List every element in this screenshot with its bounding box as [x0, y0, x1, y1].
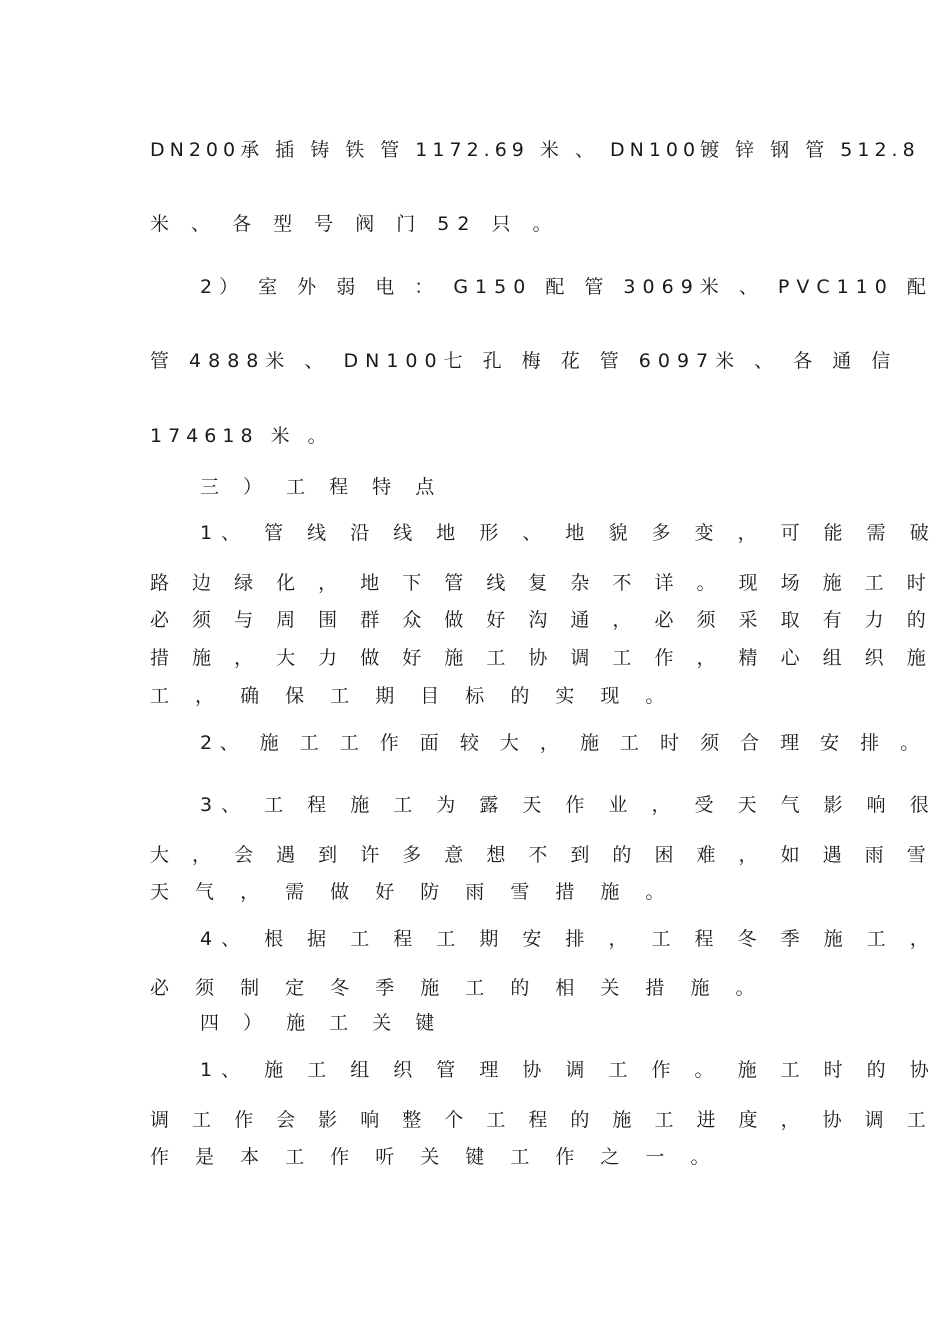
- text-line: 米 、 各 型 号 阀 门 52 只 。: [150, 213, 560, 235]
- text-line: 4、 根 据 工 程 工 期 安 排 ， 工 程 冬 季 施 工 ，: [200, 928, 938, 950]
- text-line: 作 是 本 工 作 听 关 键 工 作 之 一 。: [150, 1146, 720, 1168]
- text-line: 大 ， 会 遇 到 许 多 意 想 不 到 的 困 难 ， 如 遇 雨 雪: [150, 844, 935, 866]
- text-line: 2、 施 工 工 作 面 较 大 ， 施 工 时 须 合 理 安 排 。: [200, 732, 927, 754]
- text-line: 1、 管 线 沿 线 地 形 、 地 貌 多 变 ， 可 能 需 破: [200, 522, 938, 544]
- text-line: 工 ， 确 保 工 期 目 标 的 实 现 。: [150, 685, 675, 707]
- text-line: 1、 施 工 组 织 管 理 协 调 工 作 。 施 工 时 的 协: [200, 1059, 938, 1081]
- text-line: 措 施 ， 大 力 做 好 施 工 协 调 工 作 ， 精 心 组 织 施: [150, 647, 935, 669]
- text-line: 调 工 作 会 影 响 整 个 工 程 的 施 工 进 度 ， 协 调 工: [150, 1109, 935, 1131]
- text-line: 管 4888米 、 DN100七 孔 梅 花 管 6097米 、 各 通 信: [150, 350, 898, 372]
- text-line: 天 气 ， 需 做 好 防 雨 雪 措 施 。: [150, 881, 675, 903]
- text-line: DN200承 插 铸 铁 管 1172.69 米 、 DN100镀 锌 钢 管 512.8: [150, 139, 920, 161]
- section-heading: 三 ） 工 程 特 点: [200, 476, 444, 498]
- text-line: 路 边 绿 化 ， 地 下 管 线 复 杂 不 详 。 现 场 施 工 时: [150, 572, 935, 594]
- text-line: 3、 工 程 施 工 为 露 天 作 业 ， 受 天 气 影 响 很: [200, 794, 938, 816]
- text-line: 174618 米 。: [150, 425, 333, 447]
- text-line: 2） 室 外 弱 电 ： G150 配 管 3069米 、 PVC110 配: [200, 276, 933, 298]
- text-line: 必 须 制 定 冬 季 施 工 的 相 关 措 施 。: [150, 977, 765, 999]
- section-heading: 四 ） 施 工 关 键: [200, 1012, 444, 1034]
- text-line: 必 须 与 周 围 群 众 做 好 沟 通 ， 必 须 采 取 有 力 的: [150, 609, 935, 631]
